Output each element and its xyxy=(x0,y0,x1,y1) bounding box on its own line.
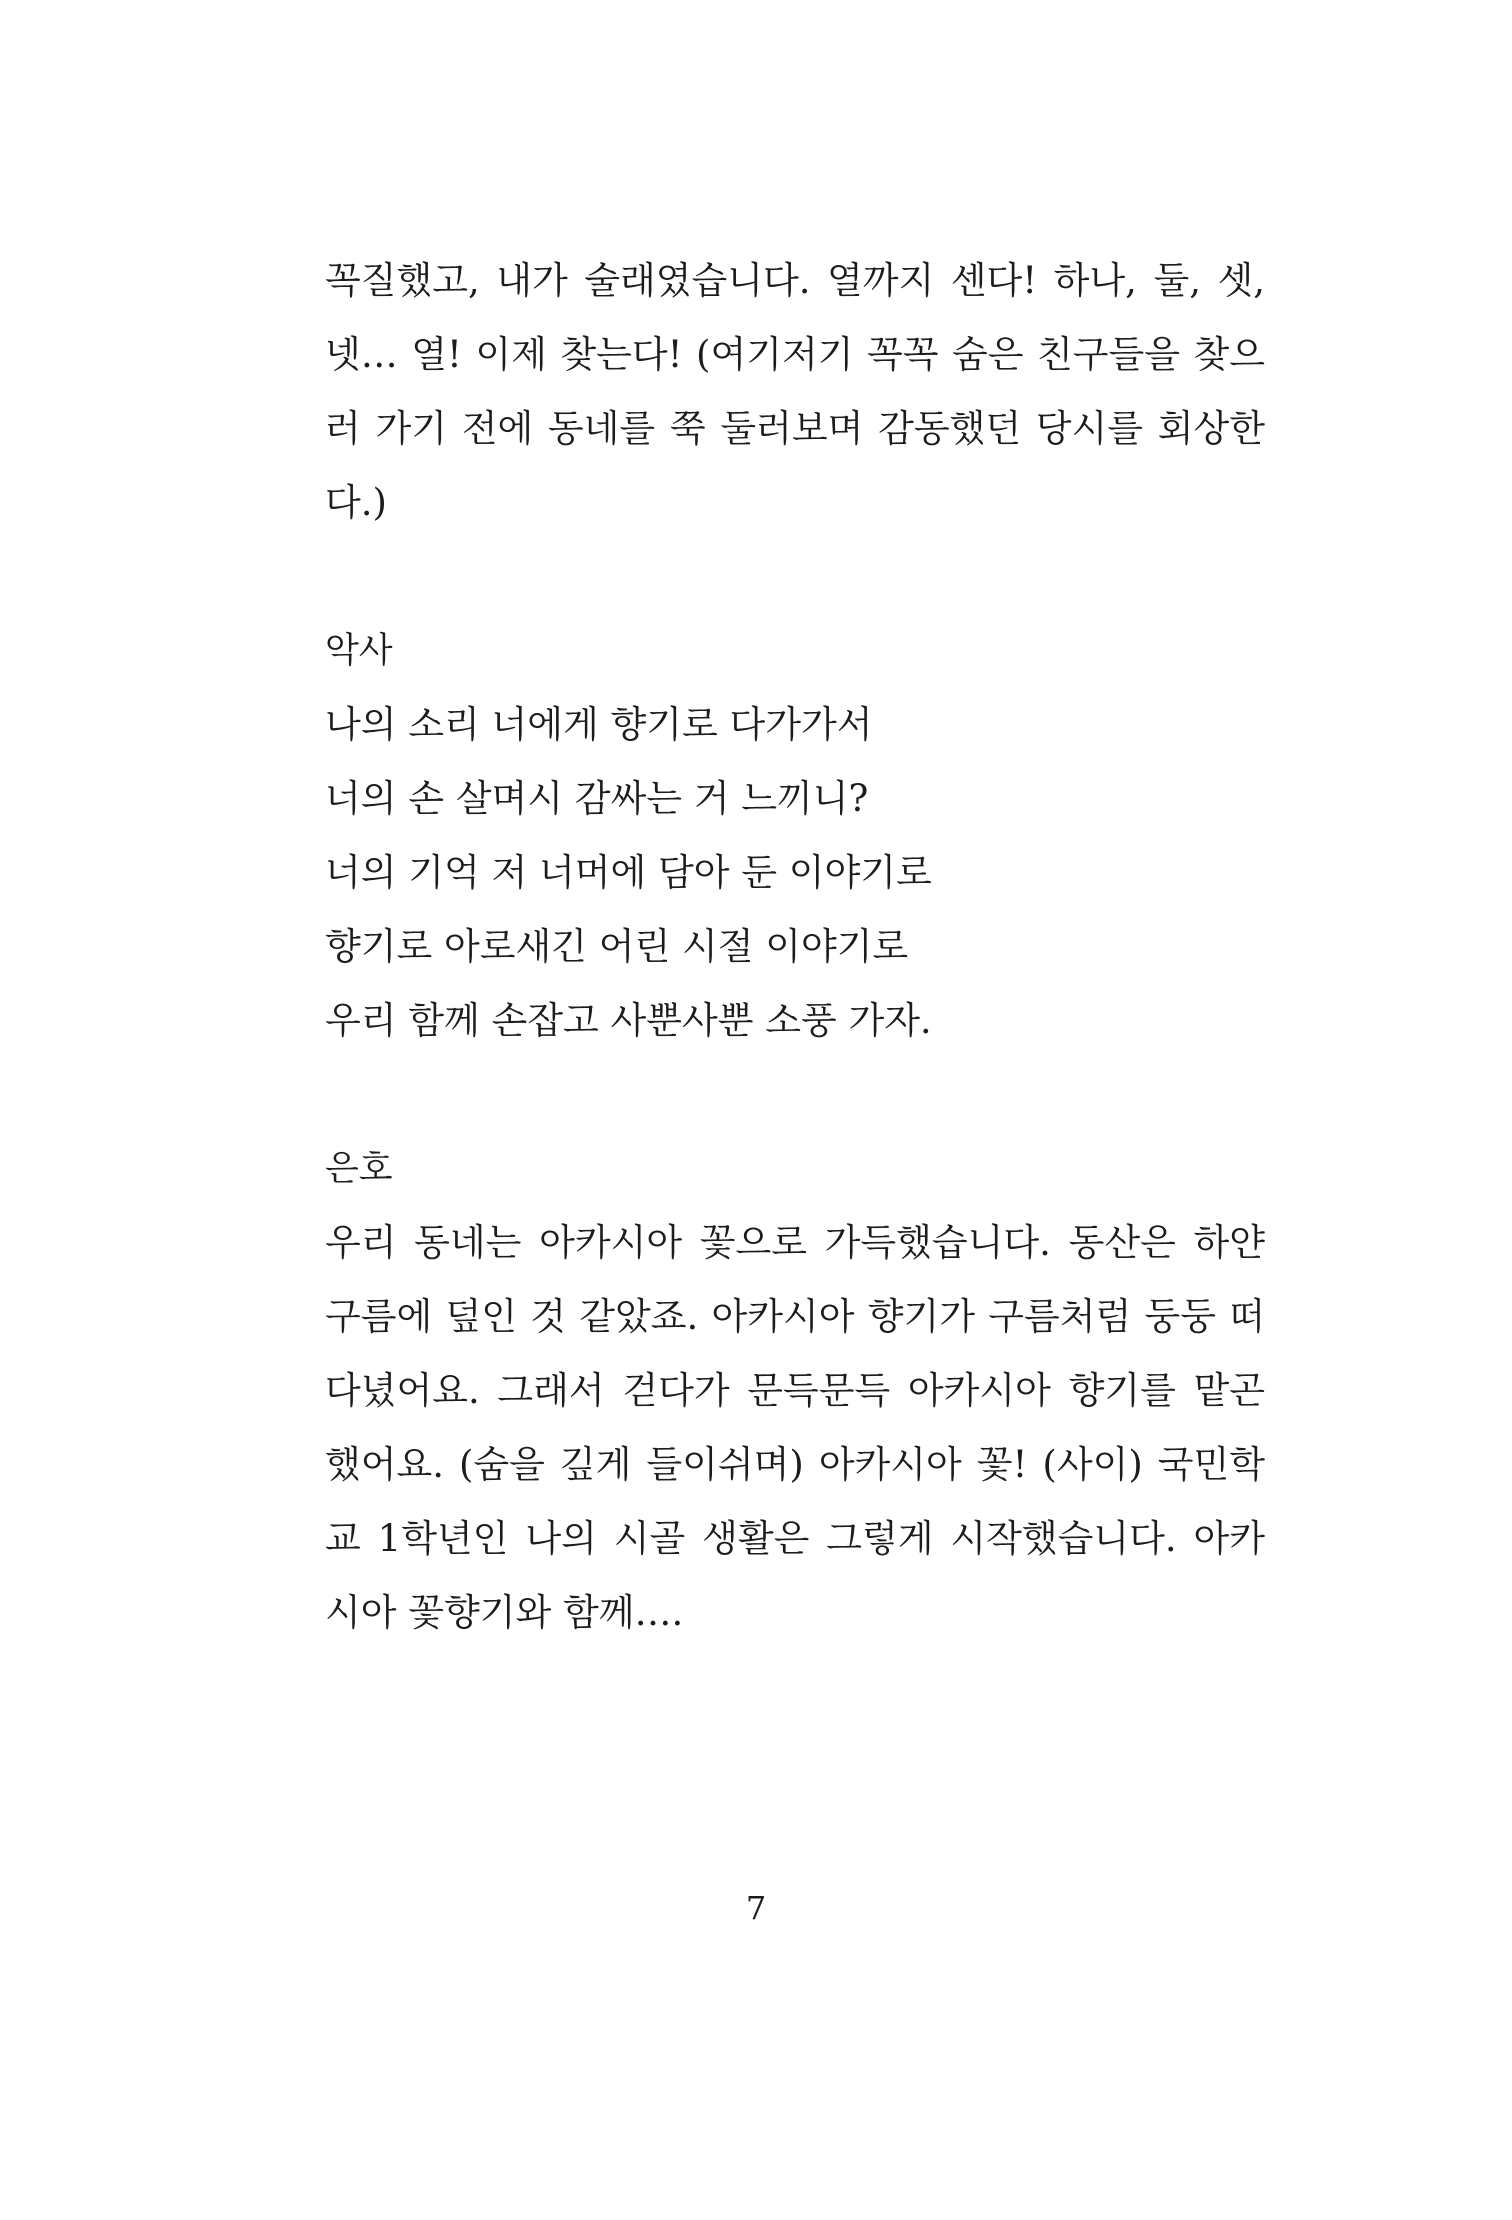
paragraph-line: 꼭질했고, 내가 술래였습니다. 열까지 센다! 하나, 둘, 셋, xyxy=(325,259,1265,302)
page-number: 7 xyxy=(745,1889,767,1927)
speaker-name: 은호 xyxy=(325,1149,393,1189)
lyric-line: 나의 소리 너에게 향기로 다가가서 xyxy=(325,703,873,746)
paragraph-line: 시아 꽃향기와 함께…. xyxy=(325,1591,684,1634)
paragraph-line: 우리 동네는 아카시아 꽃으로 가득했습니다. 동산은 하얀 xyxy=(325,1221,1265,1264)
lyric-line: 너의 손 살며시 감싸는 거 느끼니? xyxy=(325,777,869,820)
paragraph-line: 러 가기 전에 동네를 쭉 둘러보며 감동했던 당시를 회상한 xyxy=(325,407,1265,450)
speaker-name: 악사 xyxy=(325,631,393,671)
paragraph-line: 다.) xyxy=(325,481,387,524)
paragraph-line: 구름에 덮인 것 같았죠. 아카시아 향기가 구름처럼 둥둥 떠 xyxy=(325,1295,1265,1338)
paragraph-line: 넷… 열! 이제 찾는다! (여기저기 꼭꼭 숨은 친구들을 찾으 xyxy=(325,333,1265,376)
lyric-line: 너의 기억 저 너머에 담아 둔 이야기로 xyxy=(325,851,932,894)
paragraph-line: 했어요. (숨을 깊게 들이쉬며) 아카시아 꽃! (사이) 국민학 xyxy=(325,1443,1265,1486)
lyric-line: 우리 함께 손잡고 사뿐사뿐 소풍 가자. xyxy=(325,999,932,1042)
paragraph-line: 다녔어요. 그래서 걷다가 문득문득 아카시아 향기를 맡곤 xyxy=(325,1369,1265,1412)
lyric-line: 향기로 아로새긴 어린 시절 이야기로 xyxy=(325,925,909,968)
paragraph-line: 교 1학년인 나의 시골 생활은 그렇게 시작했습니다. 아카 xyxy=(325,1517,1265,1560)
